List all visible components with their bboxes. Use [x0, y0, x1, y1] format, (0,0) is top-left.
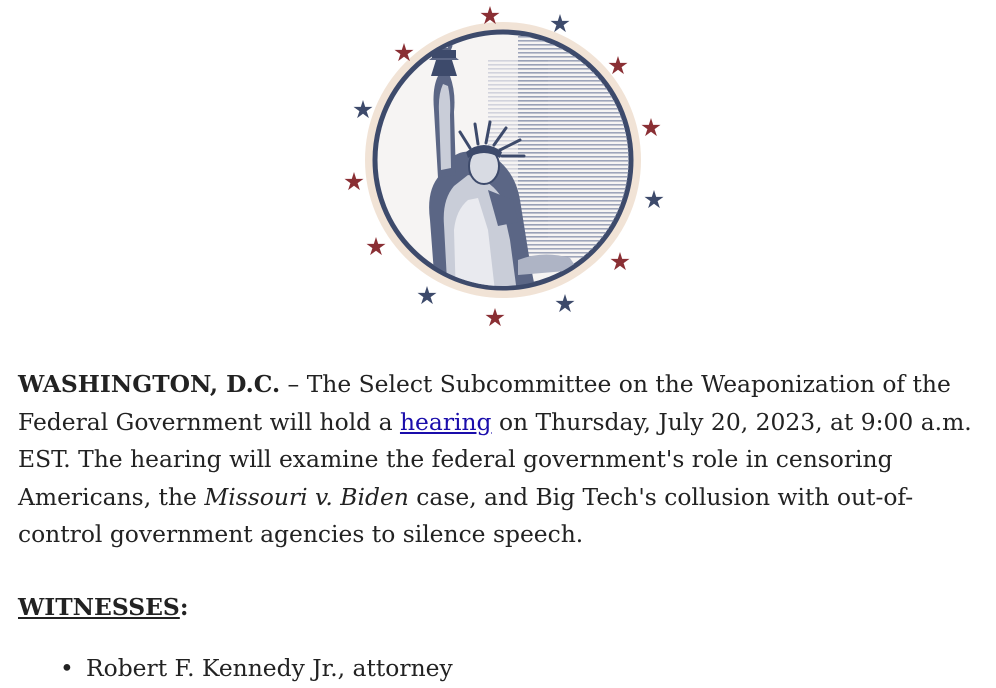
hearing-link[interactable]: hearing	[399, 407, 492, 436]
case-name: Missouri v. Biden	[204, 482, 409, 511]
witness-name: Robert F. Kennedy Jr., attorney	[86, 654, 453, 682]
dateline: WASHINGTON, D.C.	[18, 370, 281, 398]
bullet-icon: •	[60, 654, 74, 682]
dateline-dash: –	[287, 370, 300, 398]
witness-list	[0, 650, 453, 688]
list-item	[60, 650, 453, 688]
witnesses-heading-colon: :	[179, 593, 189, 621]
hearing-details-text: on Thursday, July 20, 2023, at 9:00 a.m. EST. The hearing will examine the federal government's role in censoring Americans, the	[18, 407, 972, 511]
witnesses-heading	[18, 589, 188, 627]
press-release-paragraph	[18, 366, 978, 554]
closing-text: case, and Big Tech's collusion with out-of-control government agencies to silence speech.	[18, 482, 914, 548]
witnesses-heading-label: WITNESSES	[18, 593, 180, 621]
statue-of-liberty-seal-icon	[338, 0, 668, 336]
committee-seal-logo	[338, 0, 668, 336]
intro-text: The Select Subcommittee on the Weaponization of the Federal Government will hold a	[18, 370, 951, 436]
